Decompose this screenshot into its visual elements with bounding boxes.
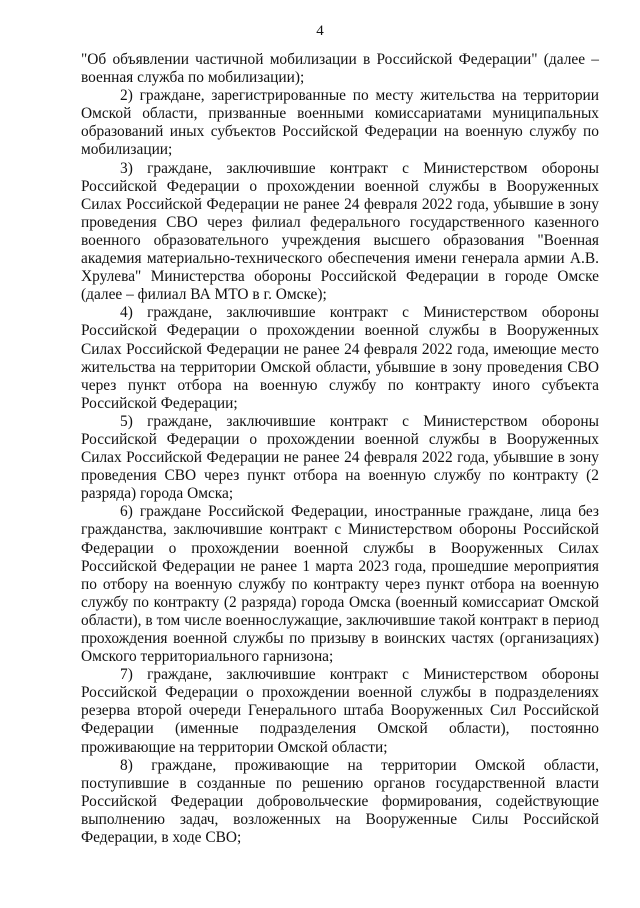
- paragraph-item-2: 2) граждане, зарегистрированные по месту жительства на территории Омской области, призванные военными комиссариатами муниципальных образований иных субъектов Российской Федерации на военную службу по мобилизации;: [81, 87, 599, 159]
- paragraph-item-6: 6) граждане Российской Федерации, иностранные граждане, лица без гражданства, заключившие контракт с Министерством обороны Российской Федерации о прохождении военной службы в Вооруженных Силах Российской Федерации не ранее 1 марта 2023 года, прошедшие мероприятия по отбору на военную службу по контракту через пункт отбора на военную службу по контракту (2 разряда) города Омска (военный комиссариат Омской области), в том числе военнослужащие, заключившие такой контракт в период прохождения военной службы по призыву в воинских частях (организациях) Омского территориального гарнизона;: [81, 503, 599, 666]
- paragraph-item-4: 4) граждане, заключившие контракт с Министерством обороны Российской Федерации о прохождении военной службы в Вооруженных Силах Российской Федерации не ранее 24 февраля 2022 года, имеющие место жительства на территории Омской области, убывшие в зону проведения СВО через пункт отбора на военную службу по контракту иного субъекта Российской Федерации;: [81, 304, 599, 412]
- paragraph-item-7: 7) граждане, заключившие контракт с Министерством обороны Российской Федерации о прохождении военной службы в подразделениях резерва второй очереди Генерального штаба Вооруженных Сил Российской Федерации (именные подразделения Омской области), постоянно проживающие на территории Омской области;: [81, 666, 599, 756]
- page-number: 4: [316, 23, 324, 39]
- document-body: [81, 51, 599, 847]
- paragraph-continuation: "Об объявлении частичной мобилизации в Российской Федерации" (далее – военная служба по мобилизации);: [81, 51, 599, 87]
- paragraph-item-3: 3) граждане, заключившие контракт с Министерством обороны Российской Федерации о прохождении военной службы в Вооруженных Силах Российской Федерации не ранее 24 февраля 2022 года, убывшие в зону проведения СВО через филиал федерального государственного казенного военного образовательного учреждения высшего образования "Военная академия материально-технического обеспечения имени генерала армии А.В. Хрулева" Министерства обороны Российской Федерации в городе Омске (далее – филиал ВА МТО в г. Омске);: [81, 159, 599, 304]
- paragraph-item-5: 5) граждане, заключившие контракт с Министерством обороны Российской Федерации о прохождении военной службы в Вооруженных Силах Российской Федерации не ранее 24 февраля 2022 года, убывшие в зону проведения СВО через пункт отбора на военную службу по контракту (2 разряда) города Омска;: [81, 412, 599, 503]
- paragraph-item-8: 8) граждане, проживающие на территории Омской области, поступившие в созданные по решению органов государственной власти Российской Федерации добровольческие формирования, содействующие выполнению задач, возложенных на Вооруженные Силы Российской Федерации, в ходе СВО;: [81, 756, 599, 847]
